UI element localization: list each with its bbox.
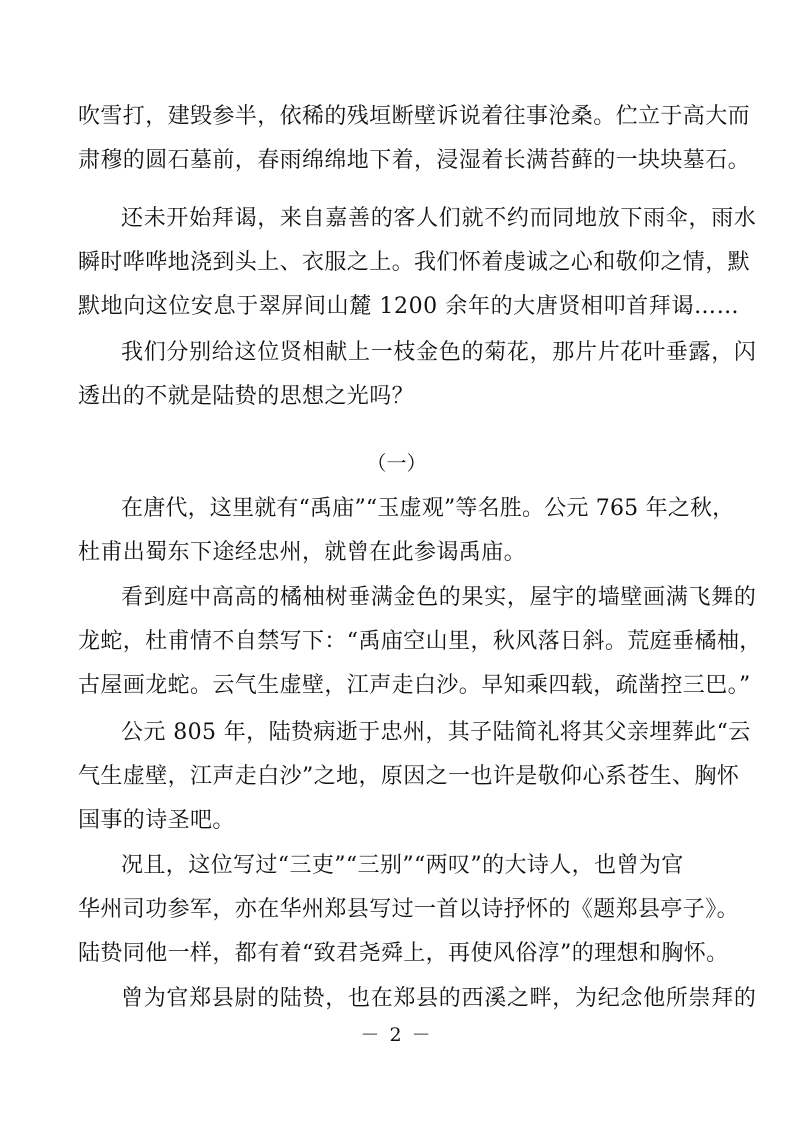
- text-line: 气生虚壁，江声走白沙”之地，原因之一也许是敬仰心系苍生、胸怀: [78, 764, 740, 789]
- text-line: 华州司功参军，亦在华州郑县写过一首以诗抒怀的《题郑县亭子》。: [78, 897, 740, 922]
- text-line: 陆贽同他一样，都有着“致君尧舜上，再使风俗淳”的理想和胸怀。: [78, 941, 729, 966]
- text-line: 肃穆的圆石墓前，春雨绵绵地下着，浸湿着长满苔藓的一块块墓石。: [78, 148, 751, 173]
- text-line: 国事的诗圣吧。: [78, 808, 235, 833]
- text-line: 公元 805 年，陆贽病逝于忠州，其子陆简礼将其父亲埋葬此“云: [121, 720, 751, 745]
- text-line: 我们分别给这位贤相献上一枝金色的菊花，那片片花叶垂露，闪: [121, 340, 757, 365]
- text-line: 曾为官郑县尉的陆贽，也在郑县的西溪之畔，为纪念他所崇拜的: [121, 986, 757, 1011]
- text-line: 吹雪打，建毁参半，依稀的残垣断壁诉说着往事沧桑。伫立于高大而: [78, 104, 751, 129]
- page-number: － 2 －: [360, 1024, 433, 1046]
- text-line: 默地向这位安息于翠屏间山麓 1200 余年的大唐贤相叩首拜谒……: [78, 294, 740, 319]
- text-line: 还未开始拜谒，来自嘉善的客人们就不约而同地放下雨伞，雨水: [121, 206, 757, 231]
- text-line: 古屋画龙蛇。云气生虚壁，江声走白沙。早知乘四载，疏凿控三巴。”: [78, 673, 751, 698]
- text-line: 杜甫出蜀东下途经忠州，就曾在此参谒禹庙。: [78, 540, 527, 565]
- text-line: 透出的不就是陆贽的思想之光吗？: [78, 384, 415, 409]
- text-line: 在唐代，这里就有“禹庙”“玉虚观”等名胜。公元 765 年之秋，: [121, 496, 735, 521]
- text-line: 瞬时哗哗地浇到头上、衣服之上。我们怀着虔诚之心和敬仰之情，默: [78, 250, 751, 275]
- section-heading: （一）: [366, 451, 427, 475]
- text-line: 看到庭中高高的橘柚树垂满金色的果实，屋宇的墙壁画满飞舞的: [121, 585, 757, 610]
- text-line: 况且，这位写过“三吏”“三别”“两叹”的大诗人，也曾为官: [121, 853, 684, 878]
- text-line: 龙蛇，杜甫情不自禁写下：“禹庙空山里，秋风落日斜。荒庭垂橘柚，: [78, 629, 762, 654]
